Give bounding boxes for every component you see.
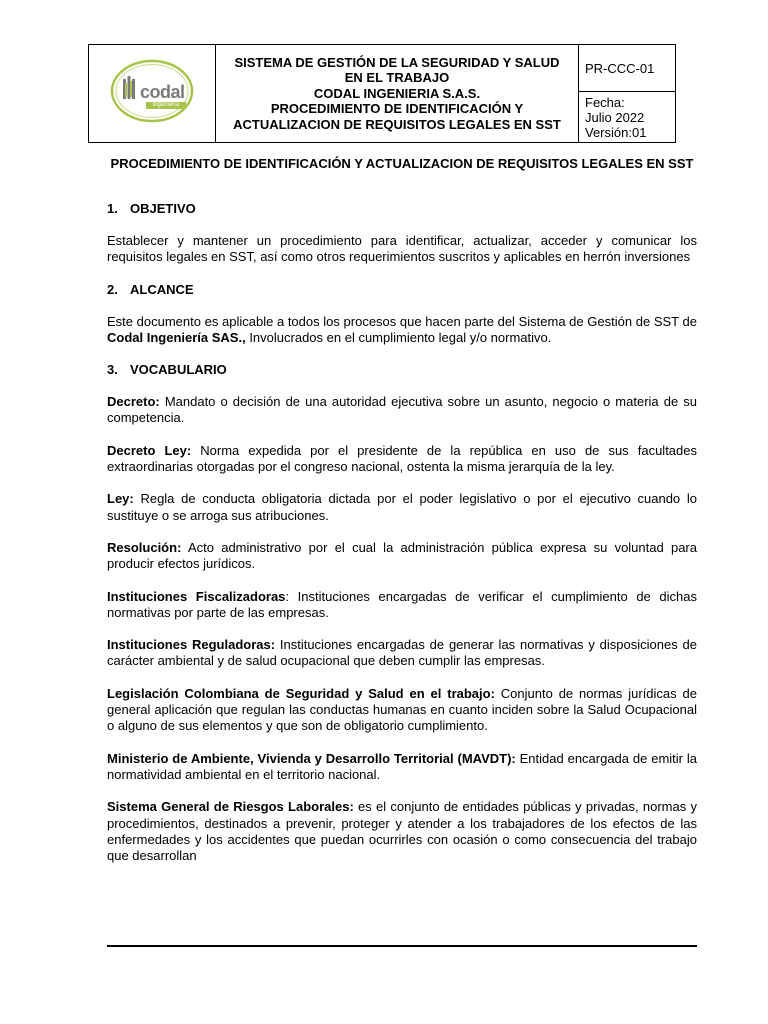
alcance-text-after: Involucrados en el cumplimiento legal y/o normativo. [245, 329, 552, 345]
definition-term: Sistema General de Riesgos Laborales: [107, 799, 354, 815]
document-body [107, 156, 697, 864]
section-heading-alcance [107, 282, 697, 298]
definition-ley [107, 491, 697, 524]
definition-text: Instituciones encargadas de generar las normativas y disposiciones de carácter ambiental y de salud ocupacional que deben cumplir las empresas. [107, 637, 697, 669]
date-label: Fecha: [585, 94, 625, 110]
logo-subtext: ingeniería [146, 102, 186, 109]
definition-text: : Instituciones encargadas de verificar el cumplimiento de dichas normativas por parte de las empresas. [107, 588, 698, 620]
section-title: ALCANCE [130, 281, 194, 297]
definition-term: Instituciones Fiscalizadoras [107, 588, 286, 604]
header-title-line: PROCEDIMIENTO DE IDENTIFICACIÓN Y [270, 101, 524, 117]
footer-rule [107, 945, 697, 947]
section-alcance-text [107, 314, 697, 347]
section-objetivo-text: Establecer y mantener un procedimiento para identificar, actualizar, acceder y comunicar los requisitos legales en SST, así como otros requerimientos suscritos y aplicables en herrón inversiones [107, 233, 697, 265]
header-title-line: SISTEMA DE GESTIÓN DE LA SEGURIDAD Y SALUD [234, 54, 560, 70]
definition-mavdt [107, 751, 697, 784]
company-name: Codal Ingeniería SAS., [107, 329, 246, 345]
definition-term: Decreto: [107, 394, 160, 410]
definition-legislacion-colombiana [107, 686, 697, 735]
section-heading-vocabulario [107, 362, 697, 378]
date-value: Julio 2022 [585, 109, 645, 125]
section-heading-objetivo [107, 201, 697, 217]
document-date-version [579, 92, 676, 143]
section-number: 2. [107, 281, 118, 297]
document-title: PROCEDIMIENTO DE IDENTIFICACIÓN Y ACTUALIZACION DE REQUISITOS LEGALES EN SST [110, 156, 694, 171]
definition-text: Acto administrativo por el cual la administración pública expresa su voluntad para producir efectos jurídicos. [107, 539, 697, 572]
section-title: OBJETIVO [130, 201, 196, 216]
document-code [579, 45, 676, 92]
definition-text: Regla de conducta obligatoria dictada por el poder legislativo o por el ejecutivo cuando lo sustituye o se arroga sus atribuciones. [107, 491, 697, 523]
version-text: Versión:01 [585, 124, 647, 140]
section-number: 3. [107, 362, 118, 378]
logo-wordmark: codal [140, 82, 185, 102]
definition-term: Decreto Ley: [107, 442, 192, 458]
alcance-text-before: Este documento es aplicable a todos los procesos que hacen parte del Sistema de Gestión de SST de [107, 313, 697, 329]
definition-term: Instituciones Reguladoras: [107, 637, 276, 653]
definition-text: Entidad encargada de emitir la normatividad ambiental en el territorio nacional. [107, 750, 697, 782]
definition-text: Mandato o decisión de una autoridad ejecutiva sobre un asunto, negocio o materia de su competencia. [107, 394, 697, 426]
header-title [216, 45, 579, 143]
definition-instituciones-fiscalizadoras [107, 589, 697, 622]
document-header-table [88, 44, 676, 143]
codal-logo [110, 59, 194, 123]
definition-term: Resolución: [107, 539, 182, 555]
section-number: 1. [107, 201, 118, 216]
definition-resolucion [107, 540, 697, 573]
definition-decreto-ley [107, 443, 697, 476]
header-title-line: CODAL INGENIERIA S.A.S. [313, 85, 481, 101]
header-title-line: ACTUALIZACION DE REQUISITOS LEGALES EN SST [233, 116, 561, 132]
definition-text: Conjunto de normas jurídicas de general aplicación que regulan las conductas humanas en cuanto inciden sobre la Salud Ocupacional o alguno de sus elementos y que son de obligatorio cumplimiento. [107, 685, 697, 734]
logo-cell [89, 45, 216, 143]
definition-instituciones-reguladoras [107, 637, 697, 670]
header-title-line: EN EL TRABAJO [344, 70, 450, 86]
definition-term: Ley: [107, 491, 134, 507]
definition-term: Legislación Colombiana de Seguridad y Salud en el trabajo: [107, 685, 495, 701]
definition-sistema-riesgos-laborales [107, 799, 697, 864]
document-code-text: PR-CCC-01 [585, 60, 655, 76]
section-title: VOCABULARIO [130, 362, 227, 378]
definition-text: es el conjunto de entidades públicas y privadas, normas y procedimientos, destinados a prevenir, proteger y atender a los trabajadores de los efectos de las enfermedades y los accidentes que puedan ocurrirles con ocasión o como consecuencia del trabajo que desarrollan [107, 799, 697, 864]
definition-decreto [107, 394, 697, 427]
definition-term: Ministerio de Ambiente, Vivienda y Desarrollo Territorial (MAVDT): [107, 750, 516, 766]
definition-text: Norma expedida por el presidente de la república en uso de sus facultades extraordinarias otorgadas por el congreso nacional, ostenta la misma jerarquía de la ley. [107, 442, 697, 475]
